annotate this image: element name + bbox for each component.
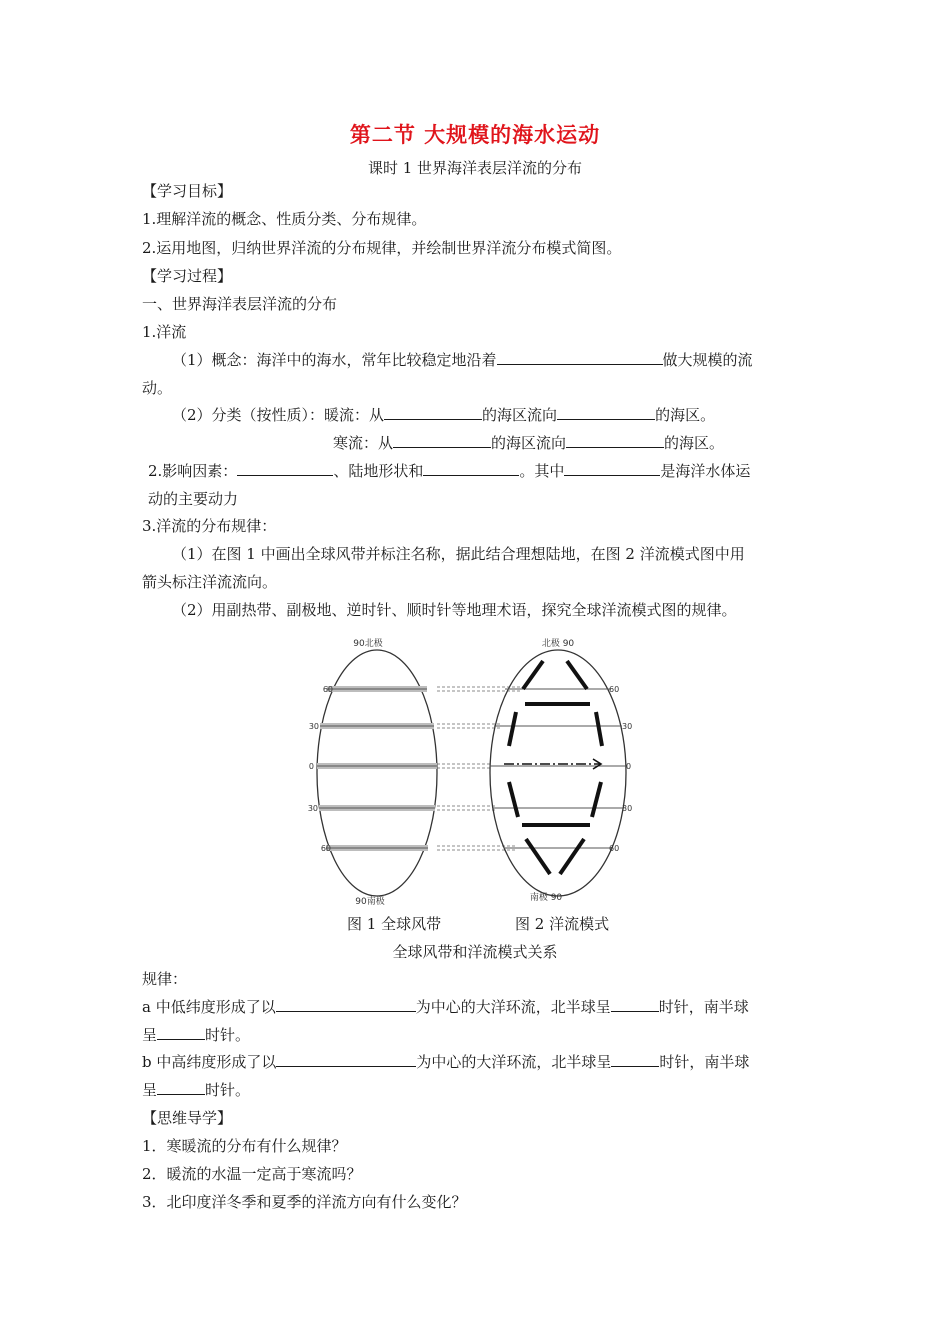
warm-to-blank[interactable] xyxy=(557,405,655,420)
cold-current-line xyxy=(333,433,724,453)
left-lat-60n: 60 xyxy=(322,685,333,694)
figure-1-caption: 图 1 全球风带 xyxy=(347,915,442,933)
left-bottom-label: 90南极 xyxy=(355,897,385,907)
wind-current-figure xyxy=(300,632,640,907)
rule-a-text-2: 为中心的大洋环流，北半球呈 xyxy=(415,998,611,1016)
right-lat-labels xyxy=(609,685,632,853)
left-lat-60s: 60 xyxy=(320,844,331,853)
rule-b-line-2 xyxy=(142,1080,250,1100)
step-1-text-b: 箭头标注洋流流向。 xyxy=(142,573,278,591)
right-lat-0: 0 xyxy=(626,762,632,771)
step-2-text: （2）用副热带、副极地、逆时针、顺时针等地理术语，探究全球洋流模式图的规律。 xyxy=(172,601,737,619)
gyre-sh-lower-right xyxy=(560,839,584,874)
process-heading: 【学习过程】 xyxy=(142,267,233,285)
right-lat-60s: 60 xyxy=(609,844,620,853)
rule-a-text-3: 时针，南半球 xyxy=(658,998,749,1016)
rule-a-text-1: a 中低纬度形成了以 xyxy=(142,998,276,1016)
gyre-sh-upper-right xyxy=(592,782,601,817)
rule-a-line-2 xyxy=(142,1025,250,1045)
warm-current-line xyxy=(172,405,715,425)
gyre-nh-lower-right xyxy=(596,712,602,746)
rule-b-center-blank[interactable] xyxy=(276,1052,416,1067)
gyre-nh-lower-left xyxy=(509,712,516,746)
gyre-nh-upper-right xyxy=(567,661,587,689)
section-1-heading: 一、世界海洋表层洋流的分布 xyxy=(142,295,338,313)
rule-a-center-blank[interactable] xyxy=(276,997,416,1012)
rule-a-text-5: 时针。 xyxy=(205,1026,251,1044)
gyre-sh-upper-left xyxy=(509,782,518,817)
item-1-heading: 1.洋流 xyxy=(142,323,187,341)
rule-a-sh-blank[interactable] xyxy=(157,1025,205,1040)
concept-text-c: 动。 xyxy=(142,379,173,397)
left-top-label: 90北极 xyxy=(353,639,383,649)
left-lat-0: 0 xyxy=(308,762,314,771)
factor-blank-2[interactable] xyxy=(423,461,519,476)
factor-blank-1[interactable] xyxy=(237,461,333,476)
rule-b-text-3: 时针，南半球 xyxy=(659,1053,750,1071)
right-lat-30n: 30 xyxy=(622,722,633,731)
rule-b-sh-blank[interactable] xyxy=(157,1080,205,1095)
gyre-sh-lower-left xyxy=(526,839,550,874)
warm-text-c: 的海区。 xyxy=(655,406,716,424)
factor-text-e: 动的主要动力 xyxy=(148,490,239,508)
rule-b-text-2: 为中心的大洋环流，北半球呈 xyxy=(416,1053,612,1071)
current-gyres xyxy=(509,661,602,874)
objectives-heading: 【学习目标】 xyxy=(142,182,233,200)
concept-blank[interactable] xyxy=(497,350,663,365)
objective-2: 2.运用地图，归纳世界洋流的分布规律，并绘制世界洋流分布模式简图。 xyxy=(142,239,622,257)
rule-b-line xyxy=(142,1052,749,1072)
question-2: 2．暖流的水温一定高于寒流吗？ xyxy=(142,1165,362,1183)
left-lat-30n: 30 xyxy=(308,722,319,731)
concept-line xyxy=(172,350,753,370)
rule-b-text-4: 呈 xyxy=(142,1081,158,1099)
cold-text-b: 的海区流向 xyxy=(491,434,567,452)
page-subtitle: 课时 1 世界海洋表层洋流的分布 xyxy=(367,159,583,177)
question-3: 3．北印度洋冬季和夏季的洋流方向有什么变化？ xyxy=(142,1193,467,1211)
concept-text-a: （1）概念：海洋中的海水，常年比较稳定地沿着 xyxy=(172,351,497,369)
factor-text-b: 、陆地形状和 xyxy=(333,462,424,480)
rule-a-line xyxy=(142,997,749,1017)
step-1-text-a: （1）在图 1 中画出全球风带并标注名称，据此结合理想陆地，在图 2 洋流模式图中用 xyxy=(172,545,745,563)
think-heading: 【思维导学】 xyxy=(142,1109,233,1127)
factor-line xyxy=(148,461,750,481)
right-bottom-label: 南极 90 xyxy=(529,893,563,903)
rule-b-nh-blank[interactable] xyxy=(611,1052,659,1067)
page-title: 第二节 大规模的海水运动 xyxy=(349,123,601,147)
cold-from-blank[interactable] xyxy=(393,433,491,448)
factor-blank-3[interactable] xyxy=(564,461,660,476)
figure-main-caption: 全球风带和洋流模式关系 xyxy=(392,943,558,961)
rule-b-text-5: 时针。 xyxy=(205,1081,251,1099)
rule-a-text-4: 呈 xyxy=(142,1026,158,1044)
connector-lines xyxy=(437,687,520,850)
factor-text-d: 是海洋水体运 xyxy=(660,462,751,480)
cold-to-blank[interactable] xyxy=(566,433,664,448)
item-3-heading: 3.洋流的分布规律： xyxy=(142,517,277,535)
warm-text-b: 的海区流向 xyxy=(482,406,558,424)
cold-text-c: 的海区。 xyxy=(664,434,725,452)
question-1: 1．寒暖流的分布有什么规律？ xyxy=(142,1137,347,1155)
cold-text-a: 寒流：从 xyxy=(333,434,394,452)
wind-belt-bands xyxy=(317,689,437,848)
current-model-globe xyxy=(490,650,626,896)
warm-from-blank[interactable] xyxy=(384,405,482,420)
equatorial-arrow xyxy=(504,759,601,769)
figure-2-caption: 图 2 洋流模式 xyxy=(515,915,610,933)
rule-a-nh-blank[interactable] xyxy=(611,997,659,1012)
concept-text-b: 做大规模的流 xyxy=(662,351,753,369)
objective-1: 1.理解洋流的概念、性质分类、分布规律。 xyxy=(142,210,427,228)
factor-text-c: 。其中 xyxy=(519,462,565,480)
right-top-label: 北极 90 xyxy=(541,639,575,649)
right-lat-60n: 60 xyxy=(609,685,620,694)
left-lat-30s: 30 xyxy=(307,804,318,813)
factor-text-a: 2.影响因素： xyxy=(148,462,238,480)
right-lat-30s: 30 xyxy=(622,804,633,813)
rules-heading: 规律： xyxy=(142,970,188,988)
rule-b-text-1: b 中高纬度形成了以 xyxy=(142,1053,277,1071)
warm-text-a: （2）分类（按性质）：暖流：从 xyxy=(172,406,385,424)
